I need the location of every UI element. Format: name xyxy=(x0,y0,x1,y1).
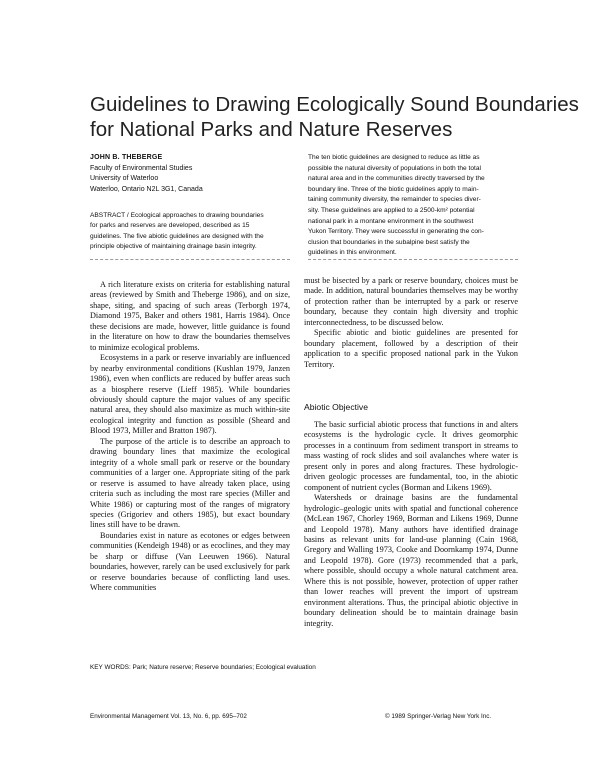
article-title xyxy=(90,92,579,142)
author-name: JOHN B. THEBERGE xyxy=(90,154,163,161)
abstract-line: natural area and in the communities directly traversed by the xyxy=(308,175,485,183)
journal-citation: Environmental Management Vol. 13, No. 6, pp. 695–702 xyxy=(90,713,247,720)
copyright: © 1989 Springer-Verlag New York Inc. xyxy=(385,713,492,720)
body-column-right-bottom xyxy=(304,420,518,629)
abstract-label: ABSTRACT / xyxy=(90,212,129,219)
abstract-line: principle objective of maintaining drainage basin integrity. xyxy=(90,242,257,250)
affiliation xyxy=(90,164,290,196)
body-column-right-top xyxy=(304,276,518,370)
abstract-divider-left xyxy=(90,259,290,260)
body-paragraph: A rich literature exists on criteria for establishing natural areas (reviewed by Smith and Theberge 1986), and on size, shape, siting, and spacing of such areas (Terborgh 1974, Diamond 1975, Baker and others 1981, Harris 1984). Once these decisions are made, however, little guidance is found in the literature on how to draw the boundaries themselves to minimize ecological problems. xyxy=(90,280,290,352)
title-line-2: for National Parks and Nature Reserves xyxy=(90,118,453,141)
keywords-label: KEY WORDS: xyxy=(90,664,131,671)
body-paragraph: Watersheds or drainage basins are the fundamental hydrologic–geologic units with spatial and functional coherence (McLean 1967, Chorley 1969, Borman and Likens 1969, Dunne and Leopold 1978). Many authors have identified drainage basins as relevant units for land-use planning (Cain 1968, Gregory and Walling 1973, Cooke and Doornkamp 1974, Dunne and Leopold 1978). Gore (1973) recommended that a park, where possible, should occupy a whole natural catchment area. Where this is not possible, however, protection of upper rather than lower reaches will prevent the import of upstream environment alterations. Thus, the principal abiotic objective in boundary delineation should be to maintain drainage basin integrity. xyxy=(304,493,518,628)
abstract-right xyxy=(308,153,530,259)
abstract-left xyxy=(90,211,290,252)
abstract-line: possible the natural diversity of populations in both the total xyxy=(308,164,482,172)
abstract-line: taining community diversity, the remainder to species diver- xyxy=(308,196,481,204)
keywords xyxy=(90,663,320,672)
abstract-line: clusion that boundaries in the subalpine best satisfy the xyxy=(308,238,470,246)
section-heading: Abiotic Objective xyxy=(304,402,369,412)
abstract-line: for parks and reserves are developed, described as 15 xyxy=(90,222,250,230)
abstract-line: ABSTRACT / Ecological approaches to drawing boundaries xyxy=(90,212,264,219)
abstract-line: Yukon Territory. They were successful in generating the con- xyxy=(308,228,484,236)
body-paragraph: The purpose of the article is to describe an approach to drawing boundary lines that maximize the ecological integrity of a whole small park or reserve or the boundary communities of a larger one. Appropriate siting of the park or reserve is assumed to have already taken place, using criteria such as including the most rare species (Miller and White 1986) or capturing most of the ranges of migratory species (Grigoriev and others 1985), but exact boundary lines still have to be drawn. xyxy=(90,436,290,530)
abstract-line: The ten biotic guidelines are designed to reduce as little as xyxy=(308,154,480,161)
body-paragraph: Boundaries exist in nature as ecotones or edges between communities (Kendeigh 1948) or as ecoclines, and they may be sharp or diffuse (Van Leeuwen 1966). Natural boundaries, however, rarely can be used exclusively for park or reserve boundaries because of conflicting land uses. Where communities xyxy=(90,530,290,593)
body-paragraph: Ecosystems in a park or reserve invariably are influenced by nearby environmental conditions (Kushlan 1979, Janzen 1986), even when conflicts are reduced by buffer areas such as a biosphere reserve (Lieff 1985). While boundaries obviously should capture the major values of any specific natural area, they should also maximize as much within-site ecological integrity and function as possible (Sheard and Blood 1973, Miller and Bratton 1987). xyxy=(90,353,290,436)
title-line-1: Guidelines to Drawing Ecologically Sound Boundaries xyxy=(90,93,579,116)
keywords-text: Park; Nature reserve; Reserve boundaries; Ecological evaluation xyxy=(132,664,316,671)
affiliation-line: Waterloo, Ontario N2L 3G1, Canada xyxy=(90,185,203,193)
abstract-line: boundary line. Three of the biotic guidelines apply to main- xyxy=(308,185,479,193)
body-paragraph: The basic surficial abiotic process that functions in and alters ecosystems is the hydrologic cycle. It drives geomorphic processes in a continuum from sediment transport in streams to mass wasting of rock slides and soil avalanches where water is present only in pores and along fractures. These hydrologic-driven geologic processes are fundamental, too, in the abiotic component of nutrient cycles (Borman and Likens 1969). xyxy=(304,420,518,492)
abstract-divider-right xyxy=(308,259,518,260)
body-paragraph: Specific abiotic and biotic guidelines are presented for boundary placement, followed by a description of their application to a specific proposed national park in the Yukon Territory. xyxy=(304,328,518,369)
abstract-line: guidelines in this environment. xyxy=(308,249,397,257)
abstract-line: national park in a montane environment in the southwest xyxy=(308,217,474,225)
affiliation-line: Faculty of Environmental Studies xyxy=(90,164,193,172)
abstract-line: sity. These guidelines are applied to a 2500-km² potential xyxy=(308,206,475,214)
abstract-line: guidelines. The five abiotic guidelines are designed with the xyxy=(90,232,264,240)
body-paragraph: must be bisected by a park or reserve boundary, choices must be made. In addition, natural boundaries themselves may be worthy of protection rather than be interrupted by a park or reserve boundary, because they contain high diversity and trophic interconnectedness, to be discussed below. xyxy=(304,276,518,327)
author-block xyxy=(90,153,290,195)
body-column-left xyxy=(90,280,290,594)
affiliation-line: University of Waterloo xyxy=(90,175,159,182)
